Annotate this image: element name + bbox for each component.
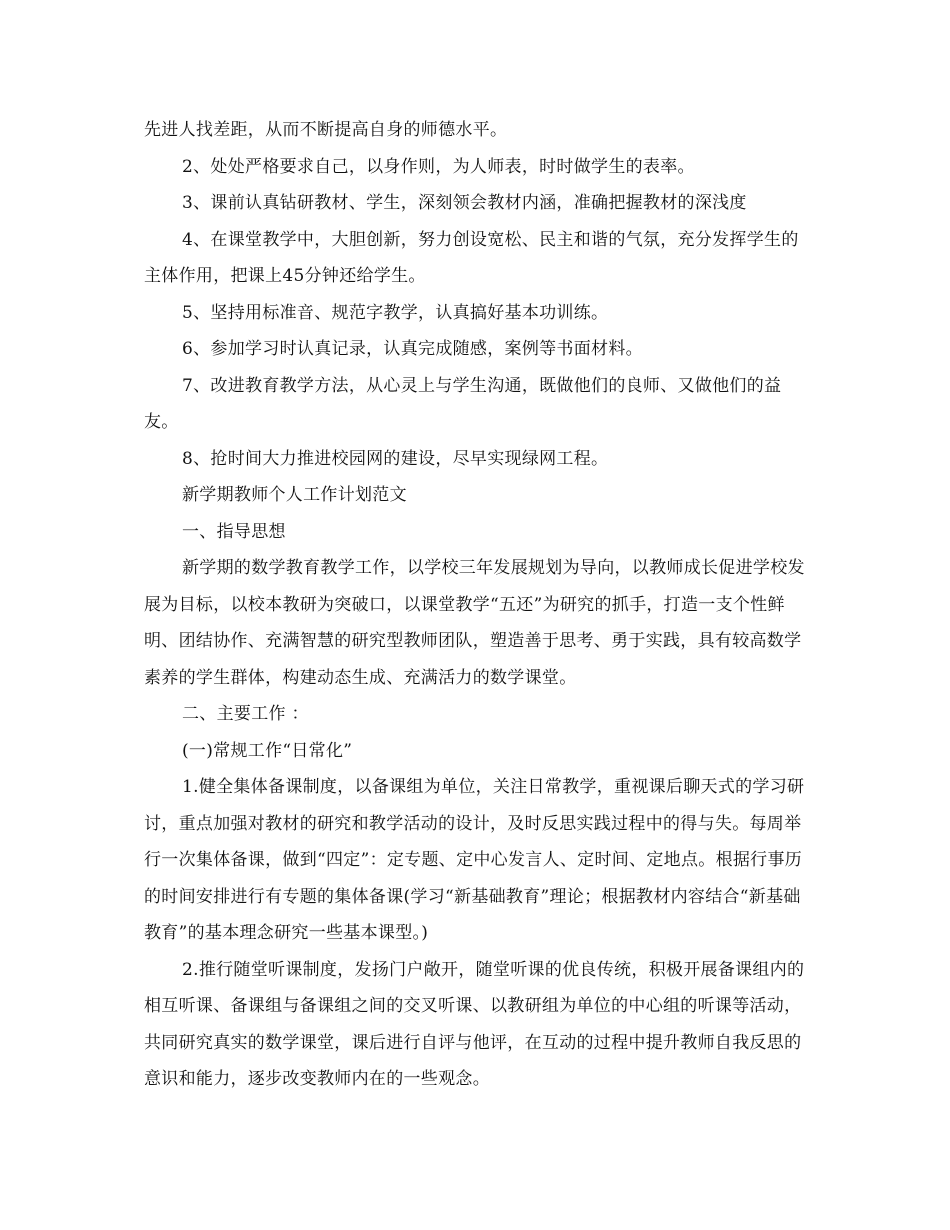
paragraph-continuation: 先进人找差距，从而不断提高自身的师德水平。 [144,120,508,140]
paragraph-item-2: 2、处处严格要求自己，以身作则，为人师表，时时做学生的表率。 [182,156,695,177]
paragraph-class-observation: 2.推行随堂听课制度，发扬门户敞开，随堂听课的优良传统，积极开展备课组内的相互听课、备课组与备课组之间的交叉听课、以教研组为单位的中心组的听课等活动，共同研究真实的数学课堂，课后进行自评与他评，在互动的过程中提升教师自我反思的意识和能力，逐步改变教师内在的一些观念。 [144,959,805,1089]
heading-guiding-ideology: 一、指导思想 [182,521,286,542]
paragraph-item-3: 3、课前认真钻研教材、学生，深刻领会教材内涵，准确把握教材的深浅度 [182,193,747,213]
paragraph-item-6: 6、参加学习时认真记录，认真完成随感，案例等书面材料。 [182,339,643,359]
subheading-routine-work: (一)常规工作“日常化” [182,740,353,761]
paragraph-item-4: 4、在课堂教学中，大胆创新，努力创设宽松、民主和谐的气氛，充分发挥学生的主体作用，把课上45分钟还给学生。 [144,229,799,286]
paragraph-collective-lesson-prep: 1.健全集体备课制度，以备课组为单位，关注日常教学，重视课后聊天式的学习研讨，重点加强对教材的研究和教学活动的设计，及时反思实践过程中的得与失。每周举行一次集体备课，做到“四定”：定专题、定中心发言人、定时间、定地点。根据行事历的时间安排进行有专题的集体备课(学习“新基础教育”理论；根据教材内容结合“新基础教育”的基本理念研究一些基本课型。) [144,777,805,943]
paragraph-guiding-ideology: 新学期的数学教育教学工作，以学校三年发展规划为导向，以教师成长促进学校发展为目标，以校本教研为突破口，以课堂教学“五还”为研究的抓手，打造一支个性鲜明、团结协作、充满智慧的研究型教师团队，塑造善于思考、勇于实践，具有较高数学素养的学生群体，构建动态生成、充满活力的数学课堂。 [144,558,805,688]
paragraph-item-8: 8、抢时间大力推进校园网的建设，尽早实现绿网工程。 [182,448,609,469]
paragraph-item-5: 5、坚持用标准音、规范字教学，认真搞好基本功训练。 [182,302,609,323]
document-body [144,112,808,1098]
heading-main-work: 二、主要工作 ： [182,704,309,724]
section-title: 新学期教师个人工作计划范文 [182,485,407,505]
paragraph-item-7: 7、改进教育教学方法，从心灵上与学生沟通，既做他们的良师、又做他们的益友。 [144,375,782,432]
